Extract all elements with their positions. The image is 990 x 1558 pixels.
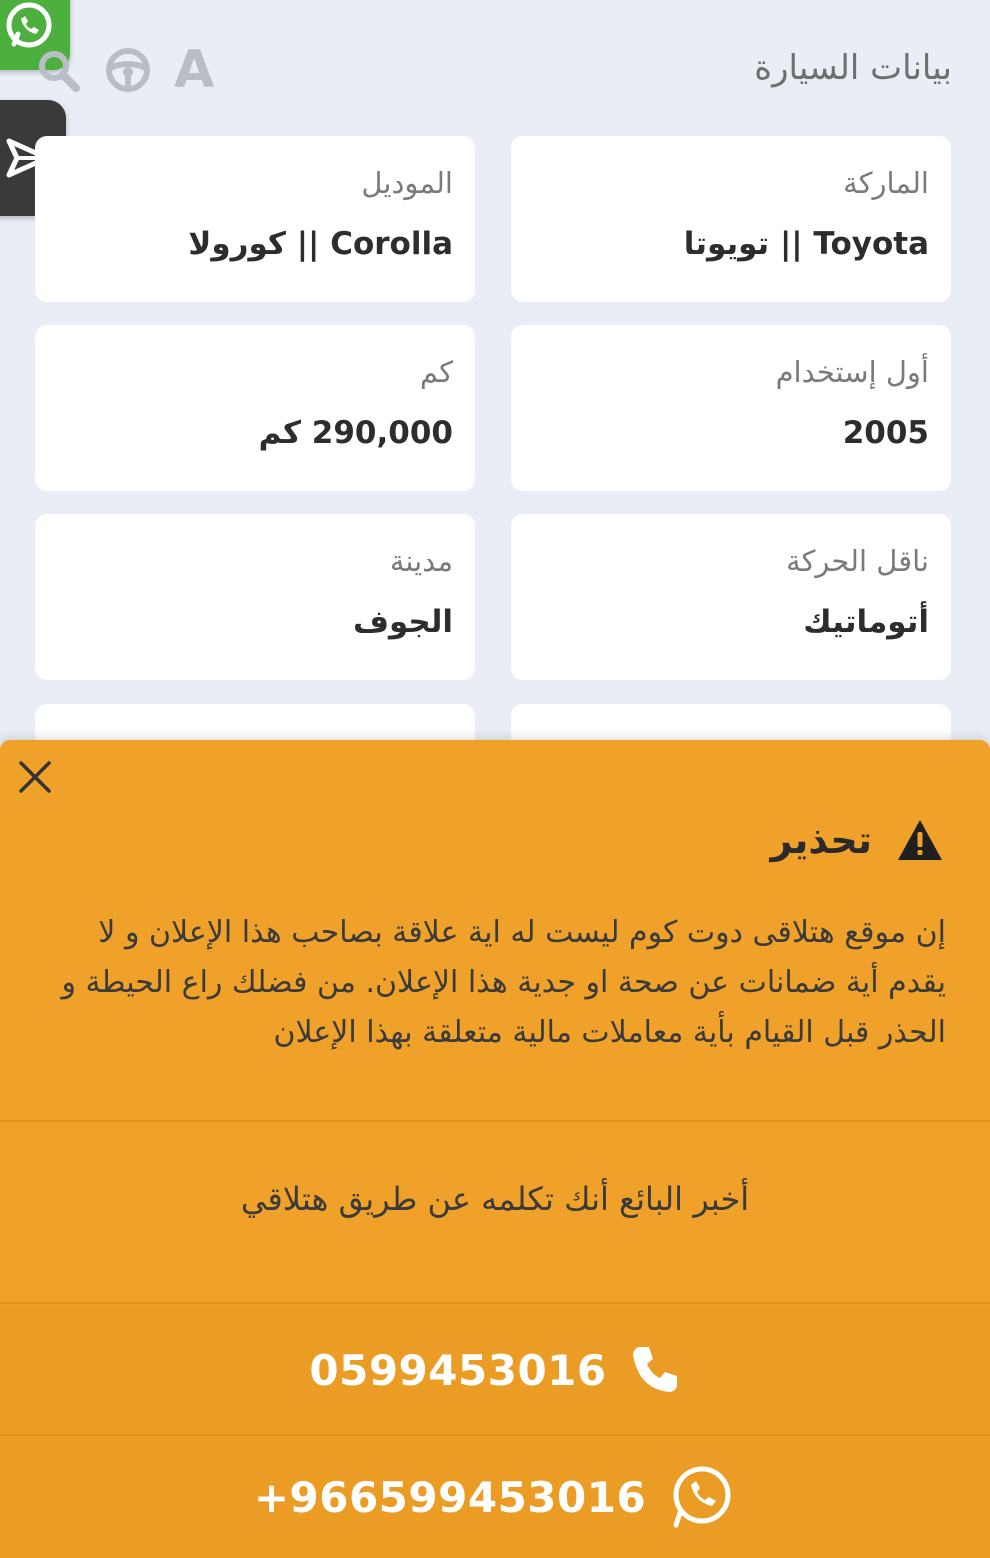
spec-value: Corolla || كورولا	[188, 226, 453, 262]
spec-label: الماركة	[843, 166, 929, 200]
steering-wheel-icon[interactable]	[104, 46, 152, 94]
spec-card-brand	[511, 136, 951, 302]
spec-label: ناقل الحركة	[786, 544, 929, 578]
close-icon	[17, 759, 53, 795]
spec-label: كم	[419, 355, 453, 389]
warning-title: تحذير	[770, 818, 872, 862]
warning-sheet	[0, 740, 990, 1558]
spec-card-model	[35, 136, 475, 302]
whatsapp-icon	[666, 1462, 736, 1532]
divider	[0, 1302, 990, 1304]
header-toolbar	[34, 40, 215, 100]
search-icon[interactable]	[34, 46, 82, 94]
spec-value: أتوماتيك	[803, 604, 929, 640]
spec-value: 290,000 كم	[258, 415, 453, 451]
spec-card-first-use	[511, 325, 951, 491]
spec-card-city	[35, 514, 475, 680]
spec-value: الجوف	[352, 604, 453, 640]
phone-icon	[627, 1343, 681, 1397]
spec-label: الموديل	[361, 166, 453, 200]
warning-body: إن موقع هتلاقى دوت كوم ليست له اية علاقة بصاحب هذا الإعلان و لا يقدم أية ضمانات عن صحة او جدية هذا الإعلان. من فضلك راع الحيطة و الحذر قبل القيام بأية معاملات مالية متعلقة بهذا الإعلان	[61, 915, 946, 1050]
warning-header	[770, 818, 944, 862]
font-size-icon[interactable]: A	[174, 40, 215, 100]
phone-number: 0599453016	[309, 1345, 607, 1395]
spec-value: Toyota || تويوتا	[683, 226, 929, 262]
whatsapp-contact-button[interactable]	[0, 1436, 990, 1558]
tell-seller-note: أخبر البائع أنك تكلمه عن طريق هتلاقي	[240, 1180, 750, 1218]
close-button[interactable]	[14, 756, 56, 798]
spec-value: 2005	[842, 415, 929, 451]
spec-label: أول إستخدام	[775, 355, 929, 389]
warning-icon	[896, 818, 944, 862]
section-title: بيانات السيارة	[754, 48, 952, 88]
spec-card-mileage	[35, 325, 475, 491]
whatsapp-number: +966599453016	[253, 1472, 647, 1522]
call-phone-button[interactable]	[0, 1306, 990, 1434]
divider	[0, 1120, 990, 1122]
spec-card-transmission	[511, 514, 951, 680]
spec-label: مدينة	[389, 544, 453, 578]
